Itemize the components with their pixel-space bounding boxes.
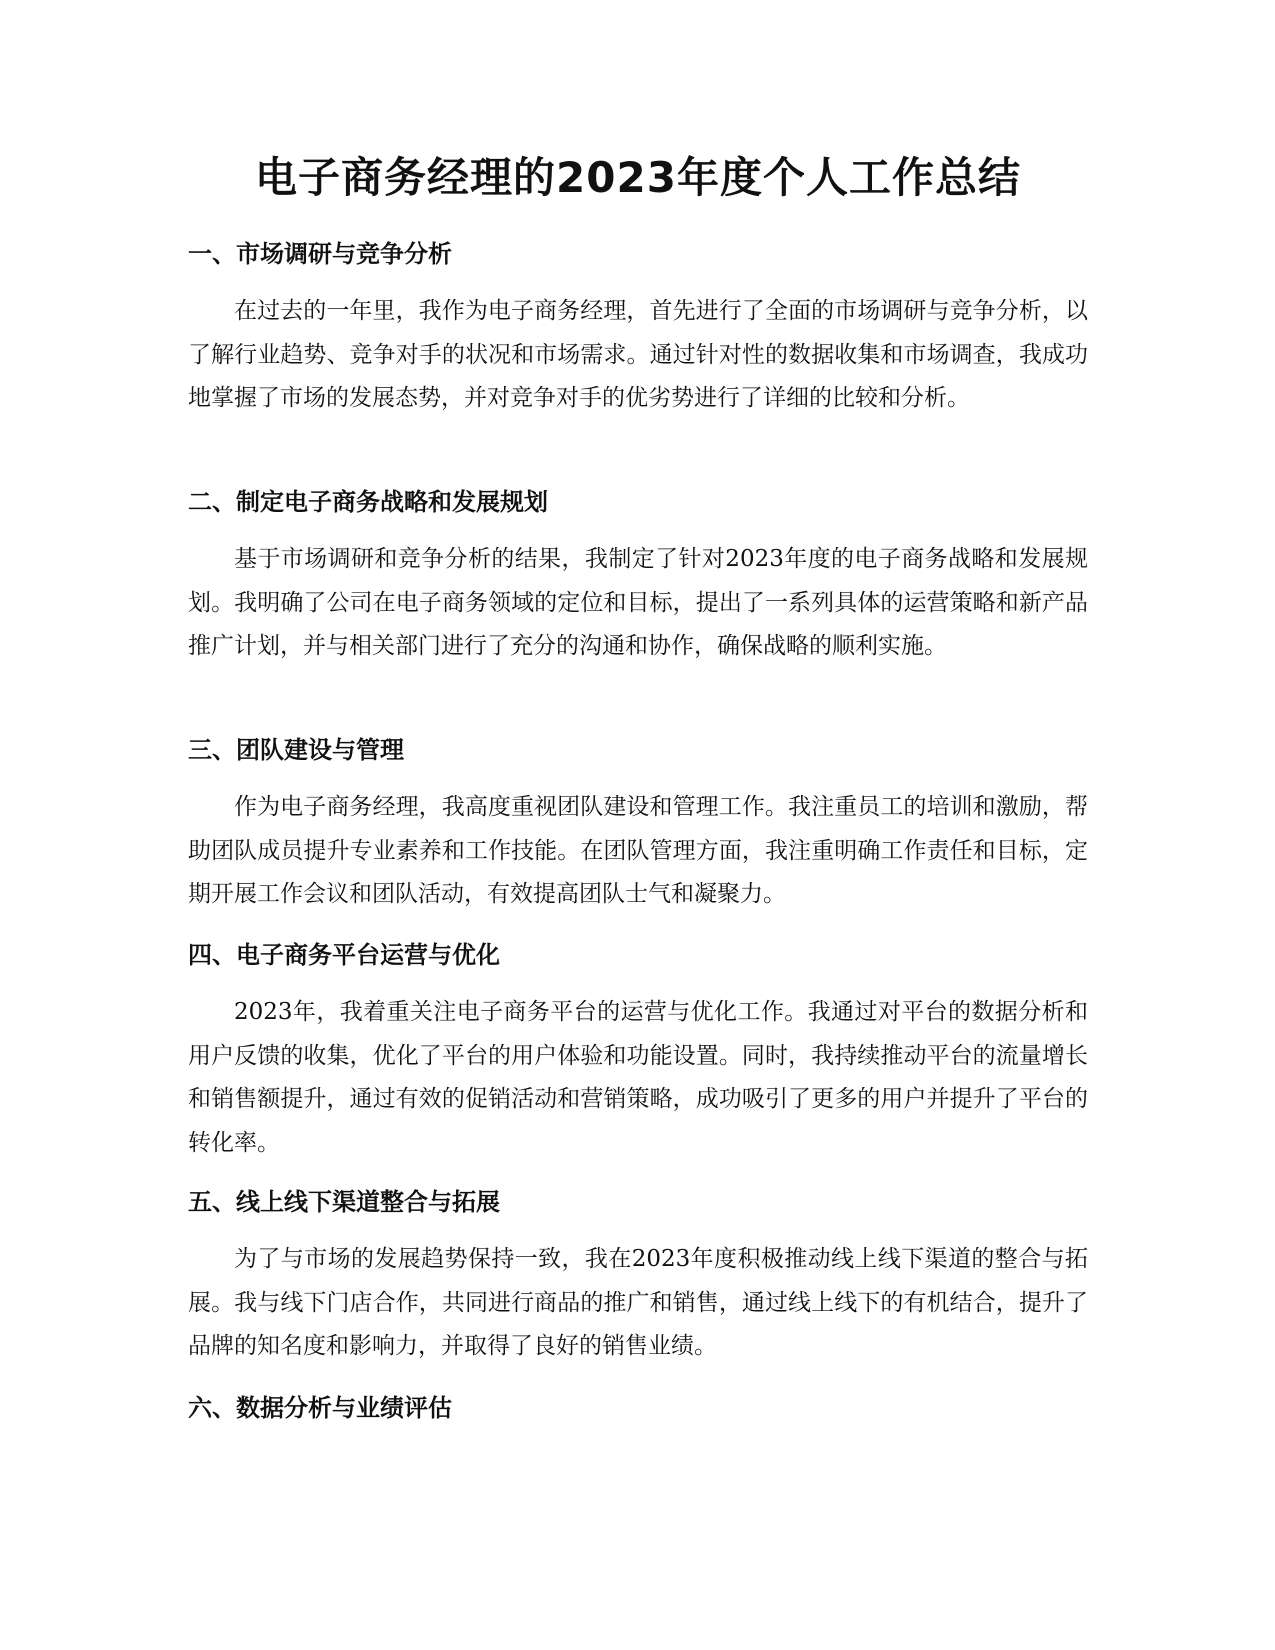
section-team-management: [188, 732, 1088, 917]
document-title: 电子商务经理的2023年度个人工作总结: [255, 153, 1021, 202]
section-heading: 四、电子商务平台运营与优化: [188, 941, 500, 969]
section-heading: 三、团队建设与管理: [188, 736, 404, 764]
section-data-analysis: [188, 1390, 1088, 1444]
section-strategy-planning: [188, 484, 1088, 669]
section-channel-integration: [188, 1184, 1088, 1369]
section-paragraph: 基于市场调研和竞争分析的结果，我制定了针对2023年度的电子商务战略和发展规划。我明确了公司在电子商务领域的定位和目标，提出了一系列具体的运营策略和新产品推广计划，并与相关部门进行了充分的沟通和协作，确保战略的顺利实施。: [188, 546, 1088, 659]
section-paragraph: 在过去的一年里，我作为电子商务经理，首先进行了全面的市场调研与竞争分析，以了解行业趋势、竞争对手的状况和市场需求。通过针对性的数据收集和市场调查，我成功地掌握了市场的发展态势，并对竞争对手的优劣势进行了详细的比较和分析。: [188, 298, 1088, 411]
section-heading: 五、线上线下渠道整合与拓展: [188, 1188, 500, 1216]
section-heading: 六、数据分析与业绩评估: [188, 1394, 452, 1422]
section-market-research: [188, 236, 1088, 421]
section-paragraph: 作为电子商务经理，我高度重视团队建设和管理工作。我注重员工的培训和激励，帮助团队成员提升专业素养和工作技能。在团队管理方面，我注重明确工作责任和目标，定期开展工作会议和团队活动，有效提高团队士气和凝聚力。: [188, 794, 1088, 907]
section-heading: 一、市场调研与竞争分析: [188, 240, 452, 268]
section-paragraph: 为了与市场的发展趋势保持一致，我在2023年度积极推动线上线下渠道的整合与拓展。我与线下门店合作，共同进行商品的推广和销售，通过线上线下的有机结合，提升了品牌的知名度和影响力，并取得了良好的销售业绩。: [188, 1246, 1088, 1359]
section-paragraph: 2023年，我着重关注电子商务平台的运营与优化工作。我通过对平台的数据分析和用户反馈的收集，优化了平台的用户体验和功能设置。同时，我持续推动平台的流量增长和销售额提升，通过有效的促销活动和营销策略，成功吸引了更多的用户并提升了平台的转化率。: [188, 999, 1088, 1156]
section-heading: 二、制定电子商务战略和发展规划: [188, 488, 548, 516]
section-platform-operations: [188, 937, 1088, 1165]
